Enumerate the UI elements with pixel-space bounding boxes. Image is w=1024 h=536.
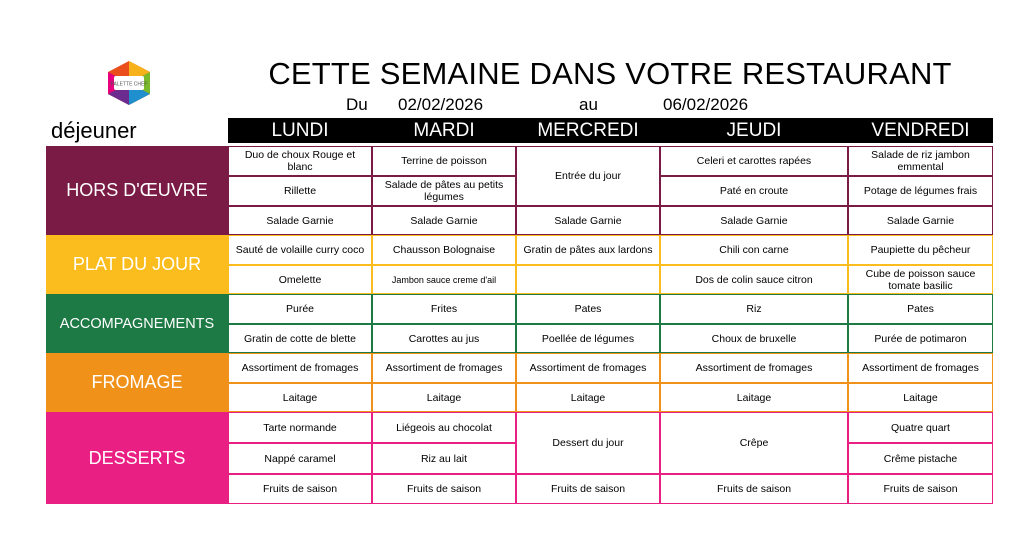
menu-cell: Paté en croute bbox=[660, 176, 848, 206]
menu-cell: Crême pistache bbox=[848, 443, 993, 474]
menu-cell: Fruits de saison bbox=[372, 474, 516, 504]
date-from: 02/02/2026 bbox=[398, 95, 484, 114]
menu-cell: Frites bbox=[372, 294, 516, 324]
menu-cell: Gratin de cotte de blette bbox=[228, 324, 372, 353]
menu-cell: Assortiment de fromages bbox=[516, 353, 660, 383]
menu-cell: Rillette bbox=[228, 176, 372, 206]
restaurant-logo bbox=[104, 60, 154, 106]
menu-cell: Terrine de poisson bbox=[372, 146, 516, 176]
menu-cell: Riz bbox=[660, 294, 848, 324]
page-title: CETTE SEMAINE DANS VOTRE RESTAURANT bbox=[268, 56, 952, 91]
day-header-mercredi: MERCREDI bbox=[516, 118, 660, 143]
menu-cell: Pates bbox=[848, 294, 993, 324]
logo-text: PALETTE CHEF bbox=[110, 81, 148, 88]
category-fromage: FROMAGE bbox=[46, 353, 228, 412]
menu-cell: Entrée du jour bbox=[516, 146, 660, 206]
menu-cell: Celeri et carottes rapées bbox=[660, 146, 848, 176]
menu-cell: Poellée de légumes bbox=[516, 324, 660, 353]
day-header-vendredi: VENDREDI bbox=[848, 118, 993, 143]
menu-cell: Sauté de volaille curry coco bbox=[228, 235, 372, 265]
category-desserts: DESSERTS bbox=[46, 412, 228, 504]
menu-cell: Paupiette du pêcheur bbox=[848, 235, 993, 265]
menu-cell: Duo de choux Rouge et blanc bbox=[228, 146, 372, 176]
category-accompagnements: ACCOMPAGNEMENTS bbox=[46, 294, 228, 353]
menu-cell: Fruits de saison bbox=[516, 474, 660, 504]
menu-cell: Carottes au jus bbox=[372, 324, 516, 353]
menu-cell: Pates bbox=[516, 294, 660, 324]
menu-cell: Laitage bbox=[660, 383, 848, 412]
menu-cell: Laitage bbox=[228, 383, 372, 412]
hexagon-logo-icon bbox=[104, 60, 154, 106]
menu-cell: Salade Garnie bbox=[516, 206, 660, 235]
menu-cell: Choux de bruxelle bbox=[660, 324, 848, 353]
day-header-jeudi: JEUDI bbox=[660, 118, 848, 143]
menu-cell: Fruits de saison bbox=[660, 474, 848, 504]
menu-cell: Salade Garnie bbox=[660, 206, 848, 235]
date-to-label: au bbox=[579, 95, 598, 114]
day-header-mardi: MARDI bbox=[372, 118, 516, 143]
meal-label: déjeuner bbox=[51, 118, 137, 143]
menu-cell: Laitage bbox=[516, 383, 660, 412]
date-from-label: Du bbox=[346, 95, 368, 114]
menu-cell: Riz au lait bbox=[372, 443, 516, 474]
menu-cell: Assortiment de fromages bbox=[848, 353, 993, 383]
menu-cell: Liégeois au chocolat bbox=[372, 412, 516, 443]
menu-cell bbox=[516, 265, 660, 294]
menu-cell: Salade de pâtes au petits légumes bbox=[372, 176, 516, 206]
menu-cell: Omelette bbox=[228, 265, 372, 294]
menu-cell: Tarte normande bbox=[228, 412, 372, 443]
menu-cell: Salade Garnie bbox=[848, 206, 993, 235]
menu-cell: Dessert du jour bbox=[516, 412, 660, 474]
menu-cell: Purée bbox=[228, 294, 372, 324]
day-header-lundi: LUNDI bbox=[228, 118, 372, 143]
menu-cell: Fruits de saison bbox=[228, 474, 372, 504]
menu-cell: Purée de potimaron bbox=[848, 324, 993, 353]
menu-cell: Quatre quart bbox=[848, 412, 993, 443]
menu-cell: Salade Garnie bbox=[372, 206, 516, 235]
menu-cell: Laitage bbox=[848, 383, 993, 412]
menu-cell: Fruits de saison bbox=[848, 474, 993, 504]
menu-cell: Salade Garnie bbox=[228, 206, 372, 235]
menu-cell: Potage de légumes frais bbox=[848, 176, 993, 206]
menu-cell: Laitage bbox=[372, 383, 516, 412]
category-hors-oeuvre: HORS D'ŒUVRE bbox=[46, 146, 228, 235]
menu-cell: Chili con carne bbox=[660, 235, 848, 265]
menu-cell: Nappé caramel bbox=[228, 443, 372, 474]
menu-cell: Jambon sauce creme d'ail bbox=[372, 265, 516, 294]
menu-cell: Assortiment de fromages bbox=[372, 353, 516, 383]
menu-cell: Assortiment de fromages bbox=[660, 353, 848, 383]
menu-cell: Salade de riz jambon emmental bbox=[848, 146, 993, 176]
menu-cell: Assortiment de fromages bbox=[228, 353, 372, 383]
menu-cell: Chausson Bolognaise bbox=[372, 235, 516, 265]
category-plat-du-jour: PLAT DU JOUR bbox=[46, 235, 228, 294]
menu-cell: Cube de poisson sauce tomate basilic bbox=[848, 265, 993, 294]
menu-cell: Gratin de pâtes aux lardons bbox=[516, 235, 660, 265]
menu-cell: Dos de colin sauce citron bbox=[660, 265, 848, 294]
date-to: 06/02/2026 bbox=[663, 95, 749, 114]
menu-cell: Crêpe bbox=[660, 412, 848, 474]
